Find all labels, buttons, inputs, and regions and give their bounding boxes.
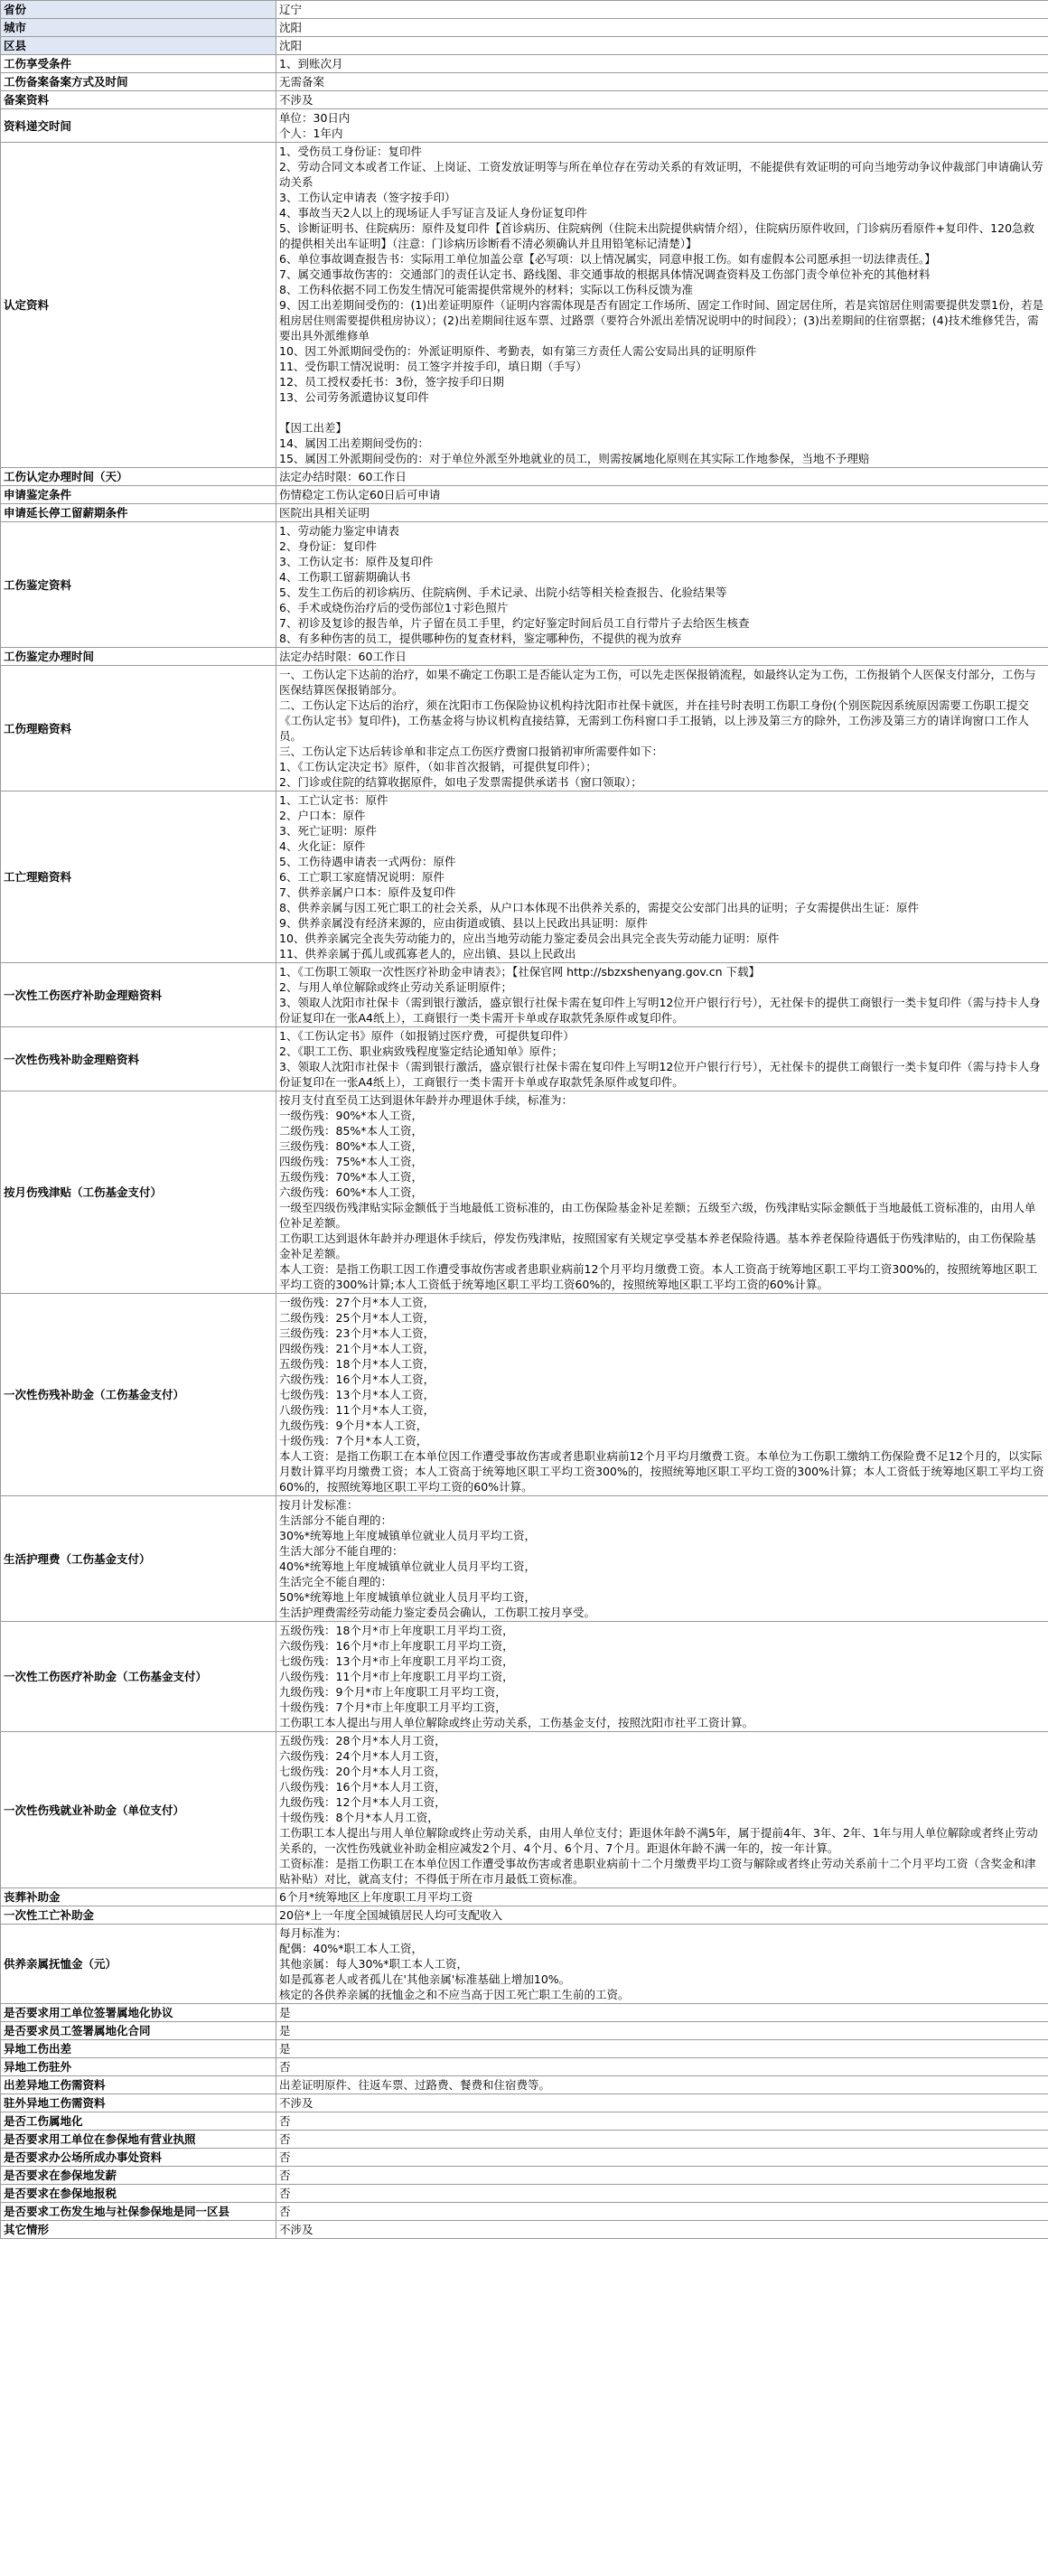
- value-line: 2、《职工工伤、职业病致残程度鉴定结论通知单》原件；: [279, 1044, 564, 1058]
- value-line: 13、公司劳务派遣协议复印件: [279, 390, 429, 404]
- row-value: [276, 2076, 1048, 2094]
- row-value: [276, 468, 1048, 486]
- row-value: [276, 2040, 1048, 2058]
- value-line: 七级伤残：20个月*本人月工资，: [279, 1765, 446, 1778]
- row-value: [276, 504, 1048, 522]
- value-line: 3、领取人沈阳市社保卡（需到银行激活，盛京银行社保卡需在复印件上写明12位开户银行行号），无社保卡的提供工商银行一类卡复印件（需与持卡人身份证复印在一张A4纸上），工商银行一类卡需开卡单或存取款凭条原件或复印件。: [279, 1060, 1041, 1089]
- value-line: 六级伤残：16个月*本人工资，: [279, 1372, 435, 1386]
- table-row: [1, 2058, 1048, 2076]
- value-line: 无需备案: [279, 75, 325, 89]
- table-row: [1, 1906, 1048, 1925]
- value-line: 4、工伤职工留薪期确认书: [279, 570, 411, 584]
- value-line: 否: [279, 2169, 291, 2182]
- row-value: [276, 1732, 1048, 1888]
- value-line: 1、《工伤认定决定书》原件，（如非首次报销，可提供复印件）；: [279, 760, 597, 773]
- value-line: 4、事故当天2人以上的现场证人手写证言及证人身份证复印件: [279, 206, 587, 220]
- value-line: 四级伤残：21个月*本人工资，: [279, 1342, 435, 1355]
- row-value: [276, 2131, 1048, 2149]
- value-line: 四级伤残：75%*本人工资，: [279, 1155, 424, 1168]
- row-label: 一次性工亡补助金: [1, 1906, 276, 1925]
- row-value: [276, 2094, 1048, 2112]
- row-label: 异地工伤出差: [1, 2040, 276, 2058]
- value-line: 1、劳动能力鉴定申请表: [279, 524, 399, 538]
- table-row: [1, 468, 1048, 486]
- value-line: 工伤职工达到退休年龄并办理退休手续后，停发伤残津贴，按照国家有关规定享受基本养老保险待遇。基本养老保险待遇低于伤残津贴的，由工伤保险基金补足差额。: [279, 1232, 1036, 1260]
- value-line: 五级伤残：70%*本人工资，: [279, 1170, 424, 1184]
- value-line: 1、《工伤认定书》原件（如报销过医疗费，可提供复印件）: [279, 1029, 575, 1043]
- table-row: [1, 2112, 1048, 2131]
- value-line: 2、户口本：原件: [279, 809, 366, 822]
- row-label: 出差异地工伤需资料: [1, 2076, 276, 2094]
- value-line: 五级伤残：18个月*市上年度职工月平均工资，: [279, 1624, 514, 1637]
- value-line: 否: [279, 2132, 291, 2146]
- table-row: [1, 2076, 1048, 2094]
- value-line: 法定办结时限：60工作日: [279, 470, 407, 483]
- value-line: 如是孤寡老人或者孤儿在'其他亲属'标准基础上增加10%。: [279, 1972, 571, 1986]
- value-line: 20倍*上一年度全国城镇居民人均可支配收入: [279, 1908, 503, 1922]
- row-value: [276, 2167, 1048, 2185]
- value-line: 七级伤残：13个月*本人工资，: [279, 1388, 435, 1401]
- value-line: 【因工出差】: [279, 421, 348, 435]
- value-line: 否: [279, 2150, 291, 2164]
- table-row: [1, 1732, 1048, 1888]
- row-label: 是否要求用工单位签署属地化协议: [1, 2004, 276, 2022]
- value-line: 沈阳: [279, 39, 303, 52]
- row-label: 一次性工伤医疗补助金理赔资料: [1, 963, 276, 1027]
- row-label: 工伤备案备案方式及时间: [1, 73, 276, 91]
- value-line: 八级伤残：11个月*本人工资，: [279, 1403, 435, 1417]
- value-line: 一级伤残：90%*本人工资，: [279, 1109, 424, 1122]
- value-line: 8、供养亲属与因工死亡职工的社会关系，从户口本体现不出供养关系的，需提交公安部门出具的证明；子女需提供出生证：原件: [279, 901, 919, 914]
- table-row: [1, 1027, 1048, 1091]
- table-row: [1, 1925, 1048, 2004]
- value-line: 每月标准为：: [279, 1926, 348, 1940]
- row-value: [276, 2221, 1048, 2239]
- value-line: 一级伤残：27个月*本人工资，: [279, 1296, 435, 1309]
- row-value: [276, 648, 1048, 666]
- table-row: [1, 2040, 1048, 2058]
- value-line: 2、与用人单位解除或终止劳动关系证明原件；: [279, 980, 512, 994]
- row-value: [276, 522, 1048, 648]
- row-value: [276, 666, 1048, 792]
- row-label: 是否要求员工签署属地化合同: [1, 2022, 276, 2040]
- value-line: 5、诊断证明书、住院病历：原件及复印件【首诊病历、住院病例（住院未出院提供病情介绍），住院病历原件收回，门诊病历看原件+复印件、120急救的提供相关出车证明】（注意：门诊病历诊断看不清必须确认并且用铅笔标记清楚）】: [279, 221, 1035, 250]
- value-line: 10、因工外派期间受伤的：外派证明原件、考勤表，如有第三方责任人需公安局出具的证明原件: [279, 344, 757, 358]
- value-line: 11、受伤职工情况说明：员工签字并按手印，填日期（手写）: [279, 360, 587, 373]
- table-row: [1, 2131, 1048, 2149]
- value-line: 按月支付直至员工达到退休年龄并办理退休手续，标准为：: [279, 1093, 574, 1107]
- value-line: 14、属因工出差期间受伤的：: [279, 436, 429, 450]
- value-line: 单位：30日内: [279, 111, 351, 125]
- row-label: 工伤鉴定资料: [1, 522, 276, 648]
- value-line: 其他亲属：每人30%*职工本人工资，: [279, 1957, 469, 1971]
- row-value: [276, 19, 1048, 37]
- value-line: 3、死亡证明：原件: [279, 824, 377, 838]
- value-line: 生活护理费需经劳动能力鉴定委员会确认，工伤职工按月享受。: [279, 1606, 596, 1619]
- row-value: [276, 2022, 1048, 2040]
- row-label: 驻外异地工伤需资料: [1, 2094, 276, 2112]
- row-value: [276, 109, 1048, 143]
- row-label: 生活护理费（工伤基金支付）: [1, 1496, 276, 1622]
- value-line: 本人工资：是指工伤职工因工作遭受事故伤害或者患职业病前12个月平均月缴费工资。本人工资高于统筹地区职工平均工资300%的，按照统筹地区职工平均工资的300%计算;本人工资低于统筹地区职工平均工资60%的，按照统筹地区职工平均工资的60%计算。: [279, 1262, 1038, 1291]
- value-line: 十级伤残：7个月*市上年度职工月平均工资，: [279, 1700, 507, 1714]
- row-label: 是否要求在参保地发薪: [1, 2167, 276, 2185]
- table-row: [1, 1496, 1048, 1622]
- table-row: [1, 666, 1048, 792]
- row-label: 工伤享受条件: [1, 55, 276, 73]
- value-line: 九级伤残：9个月*市上年度职工月平均工资，: [279, 1685, 507, 1699]
- value-line: 二级伤残：25个月*本人工资，: [279, 1311, 435, 1325]
- value-line: 9、因工出差期间受伤的：(1)出差证明原件（证明内容需体现是否有固定工作场所、固定工作时间、固定居住所，若是宾馆居住则需要提供发票1份，若是租房居住则需要提供租房协议）；(2)出差期间往返车票、过路票（要符合外派出差情况说明中的时间段）；(3)出差期间的住宿票据；(4)技术维修凭告，需要出具外派维修单: [279, 298, 1044, 342]
- row-value: [276, 1294, 1048, 1496]
- table-row: [1, 963, 1048, 1027]
- row-value: [276, 1027, 1048, 1091]
- value-line: 10、供养亲属完全丧失劳动能力的，应出当地劳动能力鉴定委员会出具完全丧失劳动能力证明：原件: [279, 932, 780, 945]
- value-line: 4、火化证：原件: [279, 839, 366, 853]
- value-line: 工伤职工本人提出与用人单位解除或终止劳动关系，工伤基金支付，按照沈阳市社平工资计算。: [279, 1716, 754, 1729]
- value-line: 是: [279, 2042, 291, 2056]
- value-line: 生活大部分不能自理的：: [279, 1544, 404, 1558]
- value-line: 6、手术或烧伤治疗后的受伤部位1寸彩色照片: [279, 601, 509, 614]
- value-line: 沈阳: [279, 21, 303, 34]
- row-label: 工亡理赔资料: [1, 792, 276, 963]
- value-line: 3、工伤认定申请表（签字按手印）: [279, 191, 456, 204]
- row-value: [276, 2058, 1048, 2076]
- row-label: 丧葬补助金: [1, 1888, 276, 1906]
- table-row: [1, 1, 1048, 19]
- value-line: 伤情稳定工伤认定60日后可申请: [279, 488, 441, 501]
- value-line: 九级伤残：12个月*本人月工资，: [279, 1795, 446, 1809]
- row-value: [276, 486, 1048, 504]
- row-label: 城市: [1, 19, 276, 37]
- value-line: 个人：1年内: [279, 126, 343, 140]
- row-label: 是否要求用工单位在参保地有营业执照: [1, 2131, 276, 2149]
- row-label: 一次性伤残补助金（工伤基金支付）: [1, 1294, 276, 1496]
- value-line: 1、工亡认定书：原件: [279, 793, 388, 807]
- row-label: 工伤理赔资料: [1, 666, 276, 792]
- value-line: 7、初诊及复诊的报告单，片子留在员工手里，约定好鉴定时间后员工自行带片子去给医生核查: [279, 616, 750, 630]
- value-line: 九级伤残：9个月*本人工资，: [279, 1419, 428, 1432]
- row-label: 供养亲属抚恤金（元）: [1, 1925, 276, 2004]
- table-row: [1, 2022, 1048, 2040]
- value-line: 1、到账次月: [279, 57, 343, 70]
- value-line: 2、门诊或住院的结算收据原件，如电子发票需提供承诺书（窗口领取）；: [279, 775, 642, 789]
- value-line: 三、工伤认定下达后转诊单和非定点工伤医疗费窗口报销初审所需要件如下：: [279, 745, 664, 758]
- value-line: 六级伤残：60%*本人工资，: [279, 1185, 424, 1199]
- value-line: 2、劳动合同文本或者工作证、上岗证、工资发放证明等与所在单位存在劳动关系的有效证明，不能提供有效证明的可向当地劳动争议仲裁部门申请确认劳动关系: [279, 160, 1043, 189]
- table-row: [1, 73, 1048, 91]
- row-value: [276, 2203, 1048, 2221]
- row-value: [276, 73, 1048, 91]
- value-line: 是: [279, 2006, 291, 2019]
- row-value: [276, 1888, 1048, 1906]
- value-line: 不涉及: [279, 93, 313, 107]
- value-line: 3、领取人沈阳市社保卡（需到银行激活，盛京银行社保卡需在复印件上写明12位开户银行行号），无社保卡的提供工商银行一类卡复印件（需与持卡人身份证复印在一张A4纸上），工商银行一类卡需开卡单或存取款凭条原件或复印件。: [279, 996, 1041, 1025]
- table-row: [1, 2149, 1048, 2167]
- value-line: 1、《工伤职工领取一次性医疗补助金申请表》；【社保官网 http://sbzxshenyang.gov.cn 下载】: [279, 965, 761, 979]
- value-line: 医院出具相关证明: [279, 506, 370, 520]
- value-line: 五级伤残：18个月*本人工资，: [279, 1357, 435, 1371]
- value-line: 9、供养亲属没有经济来源的，应由街道或镇、县以上民政出具证明：原件: [279, 916, 648, 930]
- row-value: [276, 1622, 1048, 1732]
- row-label: 工伤鉴定办理时间: [1, 648, 276, 666]
- table-row: [1, 2221, 1048, 2239]
- value-line: [279, 405, 1045, 420]
- value-line: 七级伤残：13个月*市上年度职工月平均工资，: [279, 1654, 514, 1668]
- value-line: 5、工伤待遇申请表一式两份：原件: [279, 855, 456, 868]
- value-line: 一、工伤认定下达前的治疗，如果不确定工伤职工是否能认定为工伤，可以先走医保报销流程，如最终认定为工伤，工伤报销个人医保支付部分，工伤与医保结算医保报销部分。: [279, 668, 1036, 697]
- row-label: 其它情形: [1, 2221, 276, 2239]
- row-label: 申请延长停工留薪期条件: [1, 504, 276, 522]
- value-line: 6、工亡职工家庭情况说明：原件: [279, 870, 444, 884]
- row-value: [276, 2112, 1048, 2131]
- value-line: 本人工资：是指工伤职工在本单位因工作遭受事故伤害或者患职业病前12个月平均月缴费工资。本单位为工伤职工缴纳工伤保险费不足12个月的，以实际月数计算平均月缴费工资；本人工资高于统筹地区职工平均工资300%的，按照统筹地区职工平均工资的300%计算；本人工资低于统筹地区职工平均工资60%的，按照统筹地区职工平均工资的60%计算。: [279, 1449, 1044, 1494]
- row-value: [276, 1496, 1048, 1622]
- value-line: 不涉及: [279, 2223, 313, 2236]
- value-line: 按月计发标准：: [279, 1498, 359, 1512]
- value-line: 6、单位事故调查报告书：实际用工单位加盖公章【必写项：以上情况属实，同意申报工伤。如有虚假本公司愿承担一切法律责任。】: [279, 252, 936, 266]
- table-row: [1, 143, 1048, 468]
- table-row: [1, 1091, 1048, 1294]
- row-label: 资料递交时间: [1, 109, 276, 143]
- value-line: 2、身份证：复印件: [279, 539, 377, 553]
- row-value: [276, 963, 1048, 1027]
- table-row: [1, 1888, 1048, 1906]
- row-value: [276, 55, 1048, 73]
- table-row: [1, 1622, 1048, 1732]
- row-value: [276, 91, 1048, 109]
- value-line: 六级伤残：24个月*本人月工资，: [279, 1749, 446, 1763]
- value-line: 五级伤残：28个月*本人月工资，: [279, 1734, 446, 1747]
- value-line: 7、供养亲属户口本：原件及复印件: [279, 885, 456, 899]
- table-row: [1, 19, 1048, 37]
- value-line: 8、有多种伤害的员工，提供哪种伤的复查材料，鉴定哪种伤，不提供的视为放弃: [279, 632, 682, 645]
- value-line: 工伤职工本人提出与用人单位解除或终止劳动关系，由用人单位支付；距退休年龄不满5年，属于提前4年、3年、2年、1年与用人单位解除或者终止劳动关系的，一次性伤残就业补助金相应减发2个月、4个月、6个月、7个月。距退休年龄不满一年的，按一年计算。: [279, 1826, 1038, 1855]
- value-line: 否: [279, 2060, 291, 2074]
- value-line: 不涉及: [279, 2096, 313, 2110]
- value-line: 5、发生工伤后的初诊病历、住院病例、手术记录、出院小结等相关检查报告、化验结果等: [279, 585, 727, 599]
- value-line: 7、属交通事故伤害的：交通部门的责任认定书、路线图、非交通事故的根据具体情况调查资料及工伤部门责令单位补充的其他材料: [279, 267, 931, 281]
- table-row: [1, 2094, 1048, 2112]
- value-line: 核定的各供养亲属的抚恤金之和不应当高于因工死亡职工生前的工资。: [279, 1988, 630, 2001]
- row-label: 是否工伤属地化: [1, 2112, 276, 2131]
- table-row: [1, 2167, 1048, 2185]
- row-label: 按月伤残津贴（工伤基金支付）: [1, 1091, 276, 1294]
- row-label: 申请鉴定条件: [1, 486, 276, 504]
- table-body: [1, 1, 1048, 2239]
- value-line: 8、工伤科依据不同工伤发生情况可能需提供常规外的材料；实际以工伤科反馈为准: [279, 283, 693, 296]
- row-label: 一次性工伤医疗补助金（工伤基金支付）: [1, 1622, 276, 1732]
- row-value: [276, 1091, 1048, 1294]
- value-line: 十级伤残：8个月*本人月工资，: [279, 1811, 439, 1824]
- value-line: 12、员工授权委托书：3份，签字按手印日期: [279, 375, 504, 389]
- value-line: 工资标准：是指工伤职工在本单位因工作遭受事故伤害或者患职业病前十二个月缴费平均工资与解除或者终止劳动关系前十二个月平均工资（含奖金和津贴补贴）对比，就高支付；不得低于所在市月最低工资标准。: [279, 1857, 1036, 1886]
- value-line: 生活完全不能自理的：: [279, 1575, 393, 1588]
- table-row: [1, 504, 1048, 522]
- value-line: 法定办结时限：60工作日: [279, 650, 407, 663]
- value-line: 二、工伤认定下达后的治疗，须在沈阳市工伤保险协议机构持沈阳市社保卡就医，并在挂号时表明工伤职工身份(个别医院因系统原因需要工伤职工提交《工伤认定书》复印件)，工伤基金将与协议机构直接结算，无需到工伤科窗口手工报销，以上涉及第三方的除外，工伤涉及第三方的请详询窗口工作人员。: [279, 698, 1029, 743]
- row-label: 认定资料: [1, 143, 276, 468]
- row-value: [276, 37, 1048, 55]
- value-line: 50%*统筹地上年度城镇单位就业人员月平均工资，: [279, 1590, 537, 1604]
- row-label: 省份: [1, 1, 276, 19]
- row-value: [276, 1925, 1048, 2004]
- row-value: [276, 143, 1048, 468]
- value-line: 否: [279, 2205, 291, 2218]
- row-value: [276, 2185, 1048, 2203]
- value-line: 八级伤残：16个月*本人月工资，: [279, 1780, 446, 1794]
- value-line: 11、供养亲属于孤儿或孤寡老人的，应出镇、县以上民政出: [279, 947, 576, 960]
- value-line: 三级伤残：80%*本人工资，: [279, 1139, 424, 1153]
- value-line: 二级伤残：85%*本人工资，: [279, 1124, 424, 1138]
- table-row: [1, 2185, 1048, 2203]
- value-line: 否: [279, 2187, 291, 2200]
- table-row: [1, 2203, 1048, 2221]
- value-line: 出差证明原件、往返车票、过路费、餐费和住宿费等。: [279, 2078, 551, 2092]
- row-label: 备案资料: [1, 91, 276, 109]
- value-line: 是: [279, 2024, 291, 2037]
- value-line: 十级伤残：7个月*本人工资，: [279, 1434, 428, 1447]
- row-label: 区县: [1, 37, 276, 55]
- table-row: [1, 522, 1048, 648]
- table-row: [1, 91, 1048, 109]
- row-value: [276, 1906, 1048, 1925]
- value-line: 三级伤残：23个月*本人工资，: [279, 1326, 435, 1340]
- value-line: 15、属因工外派期间受伤的：对于单位外派至外地就业的员工，则需按属地化原则在其实际工作地参保，当地不予理赔: [279, 452, 870, 465]
- value-line: 3、工伤认定书：原件及复印件: [279, 555, 434, 568]
- row-label: 一次性伤残就业补助金（单位支付）: [1, 1732, 276, 1888]
- table-row: [1, 486, 1048, 504]
- table-row: [1, 109, 1048, 143]
- table-row: [1, 55, 1048, 73]
- table-row: [1, 37, 1048, 55]
- value-line: 辽宁: [279, 3, 303, 16]
- table-row: [1, 792, 1048, 963]
- row-label: 工伤认定办理时间（天）: [1, 468, 276, 486]
- value-line: 六级伤残：16个月*市上年度职工月平均工资，: [279, 1639, 514, 1653]
- table-row: [1, 2004, 1048, 2022]
- row-label: 异地工伤驻外: [1, 2058, 276, 2076]
- value-line: 配偶：40%*职工本人工资，: [279, 1942, 424, 1955]
- table-row: [1, 1294, 1048, 1496]
- table-row: [1, 648, 1048, 666]
- value-line: 1、受伤员工身份证：复印件: [279, 145, 422, 158]
- row-label: 一次性伤残补助金理赔资料: [1, 1027, 276, 1091]
- value-line: 八级伤残：11个月*市上年度职工月平均工资，: [279, 1670, 514, 1683]
- value-line: 6个月*统筹地区上年度职工月平均工资: [279, 1890, 473, 1904]
- value-line: 一级至四级伤残津贴实际金额低于当地最低工资标准的，由工伤保险基金补足差额；五级至六级，伤残津贴实际金额低于当地最低工资标准的，由用人单位补足差额。: [279, 1201, 1036, 1230]
- row-label: 是否要求办公场所成办事处资料: [1, 2149, 276, 2167]
- row-value: [276, 2004, 1048, 2022]
- value-line: 30%*统筹地上年度城镇单位就业人员月平均工资，: [279, 1529, 537, 1542]
- row-value: [276, 792, 1048, 963]
- value-line: 40%*统筹地上年度城镇单位就业人员月平均工资，: [279, 1560, 537, 1573]
- value-line: 否: [279, 2114, 291, 2128]
- value-line: 生活部分不能自理的：: [279, 1513, 393, 1527]
- row-value: [276, 1, 1048, 19]
- row-label: 是否要求在参保地报税: [1, 2185, 276, 2203]
- row-label: 是否要求工伤发生地与社保参保地是同一区县: [1, 2203, 276, 2221]
- row-value: [276, 2149, 1048, 2167]
